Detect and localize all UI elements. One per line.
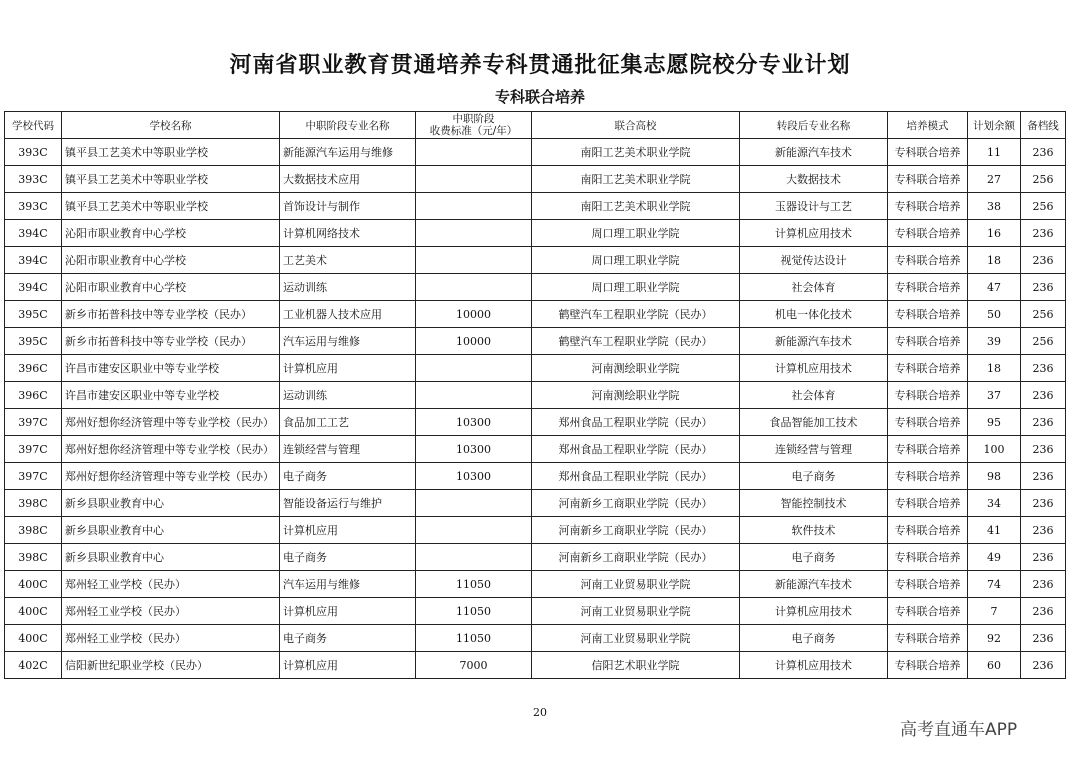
cell-school-name: 郑州轻工业学校（民办） bbox=[62, 571, 280, 598]
cell-school-code: 394C bbox=[5, 220, 62, 247]
table-row bbox=[5, 625, 1066, 652]
cell-secondary-major: 计算机应用 bbox=[280, 355, 416, 382]
cell-partner-college: 南阳工艺美术职业学院 bbox=[532, 193, 740, 220]
header-secondary-major: 中职阶段专业名称 bbox=[280, 112, 416, 139]
table-row bbox=[5, 409, 1066, 436]
cell-training-mode: 专科联合培养 bbox=[888, 301, 968, 328]
table-row bbox=[5, 571, 1066, 598]
cell-secondary-major: 新能源汽车运用与维修 bbox=[280, 139, 416, 166]
cell-filing-line: 256 bbox=[1021, 166, 1066, 193]
table-row bbox=[5, 463, 1066, 490]
cell-school-name: 郑州好想你经济管理中等专业学校（民办） bbox=[62, 436, 280, 463]
table-row bbox=[5, 517, 1066, 544]
table-body bbox=[5, 139, 1066, 679]
cell-secondary-major: 汽车运用与维修 bbox=[280, 328, 416, 355]
cell-plan-remaining: 74 bbox=[968, 571, 1021, 598]
cell-school-name: 沁阳市职业教育中心学校 bbox=[62, 247, 280, 274]
header-school-name: 学校名称 bbox=[62, 112, 280, 139]
cell-training-mode: 专科联合培养 bbox=[888, 652, 968, 679]
cell-plan-remaining: 34 bbox=[968, 490, 1021, 517]
cell-fee: 7000 bbox=[416, 652, 532, 679]
cell-partner-college: 河南工业贸易职业学院 bbox=[532, 625, 740, 652]
cell-filing-line: 236 bbox=[1021, 139, 1066, 166]
watermark: 高考直通车APP bbox=[900, 720, 1018, 740]
cell-partner-college: 鹤壁汽车工程职业学院（民办） bbox=[532, 301, 740, 328]
cell-training-mode: 专科联合培养 bbox=[888, 166, 968, 193]
cell-transfer-major: 玉器设计与工艺 bbox=[740, 193, 888, 220]
cell-fee: 10000 bbox=[416, 301, 532, 328]
cell-training-mode: 专科联合培养 bbox=[888, 355, 968, 382]
cell-filing-line: 236 bbox=[1021, 517, 1066, 544]
cell-plan-remaining: 41 bbox=[968, 517, 1021, 544]
cell-plan-remaining: 7 bbox=[968, 598, 1021, 625]
table-row bbox=[5, 247, 1066, 274]
cell-partner-college: 周口理工职业学院 bbox=[532, 220, 740, 247]
cell-transfer-major: 连锁经营与管理 bbox=[740, 436, 888, 463]
cell-school-code: 396C bbox=[5, 382, 62, 409]
cell-partner-college: 河南测绘职业学院 bbox=[532, 355, 740, 382]
cell-filing-line: 236 bbox=[1021, 274, 1066, 301]
cell-plan-remaining: 50 bbox=[968, 301, 1021, 328]
cell-plan-remaining: 27 bbox=[968, 166, 1021, 193]
cell-school-code: 400C bbox=[5, 625, 62, 652]
cell-transfer-major: 新能源汽车技术 bbox=[740, 571, 888, 598]
cell-plan-remaining: 100 bbox=[968, 436, 1021, 463]
cell-school-code: 394C bbox=[5, 274, 62, 301]
cell-secondary-major: 智能设备运行与维护 bbox=[280, 490, 416, 517]
cell-filing-line: 236 bbox=[1021, 490, 1066, 517]
cell-training-mode: 专科联合培养 bbox=[888, 139, 968, 166]
cell-training-mode: 专科联合培养 bbox=[888, 463, 968, 490]
cell-plan-remaining: 47 bbox=[968, 274, 1021, 301]
cell-transfer-major: 智能控制技术 bbox=[740, 490, 888, 517]
cell-secondary-major: 运动训练 bbox=[280, 382, 416, 409]
cell-school-name: 新乡市拓普科技中等专业学校（民办） bbox=[62, 301, 280, 328]
cell-fee: 10300 bbox=[416, 409, 532, 436]
cell-fee bbox=[416, 247, 532, 274]
cell-partner-college: 周口理工职业学院 bbox=[532, 274, 740, 301]
cell-school-code: 394C bbox=[5, 247, 62, 274]
cell-filing-line: 236 bbox=[1021, 355, 1066, 382]
table-row bbox=[5, 166, 1066, 193]
cell-fee: 11050 bbox=[416, 571, 532, 598]
cell-school-code: 398C bbox=[5, 490, 62, 517]
cell-transfer-major: 食品智能加工技术 bbox=[740, 409, 888, 436]
cell-school-code: 398C bbox=[5, 544, 62, 571]
cell-plan-remaining: 16 bbox=[968, 220, 1021, 247]
cell-transfer-major: 新能源汽车技术 bbox=[740, 139, 888, 166]
cell-school-name: 郑州好想你经济管理中等专业学校（民办） bbox=[62, 463, 280, 490]
table-row bbox=[5, 598, 1066, 625]
table-row bbox=[5, 382, 1066, 409]
cell-fee: 10300 bbox=[416, 436, 532, 463]
cell-plan-remaining: 18 bbox=[968, 355, 1021, 382]
cell-training-mode: 专科联合培养 bbox=[888, 328, 968, 355]
table-row bbox=[5, 139, 1066, 166]
cell-training-mode: 专科联合培养 bbox=[888, 544, 968, 571]
cell-school-code: 396C bbox=[5, 355, 62, 382]
cell-fee bbox=[416, 355, 532, 382]
cell-secondary-major: 计算机网络技术 bbox=[280, 220, 416, 247]
cell-training-mode: 专科联合培养 bbox=[888, 571, 968, 598]
header-partner-college: 联合高校 bbox=[532, 112, 740, 139]
cell-secondary-major: 连锁经营与管理 bbox=[280, 436, 416, 463]
cell-plan-remaining: 11 bbox=[968, 139, 1021, 166]
cell-school-name: 郑州轻工业学校（民办） bbox=[62, 598, 280, 625]
cell-training-mode: 专科联合培养 bbox=[888, 193, 968, 220]
cell-filing-line: 236 bbox=[1021, 544, 1066, 571]
cell-transfer-major: 电子商务 bbox=[740, 463, 888, 490]
cell-transfer-major: 电子商务 bbox=[740, 544, 888, 571]
cell-fee bbox=[416, 382, 532, 409]
cell-school-name: 信阳新世纪职业学校（民办） bbox=[62, 652, 280, 679]
cell-fee bbox=[416, 274, 532, 301]
page-subtitle: 专科联合培养 bbox=[494, 88, 585, 106]
cell-school-code: 393C bbox=[5, 139, 62, 166]
cell-transfer-major: 视觉传达设计 bbox=[740, 247, 888, 274]
cell-filing-line: 236 bbox=[1021, 598, 1066, 625]
cell-training-mode: 专科联合培养 bbox=[888, 517, 968, 544]
cell-transfer-major: 社会体育 bbox=[740, 382, 888, 409]
table-row bbox=[5, 328, 1066, 355]
table-row bbox=[5, 301, 1066, 328]
cell-filing-line: 236 bbox=[1021, 220, 1066, 247]
table-row bbox=[5, 436, 1066, 463]
cell-partner-college: 郑州食品工程职业学院（民办） bbox=[532, 409, 740, 436]
cell-filing-line: 236 bbox=[1021, 382, 1066, 409]
cell-plan-remaining: 98 bbox=[968, 463, 1021, 490]
cell-training-mode: 专科联合培养 bbox=[888, 436, 968, 463]
cell-partner-college: 河南工业贸易职业学院 bbox=[532, 571, 740, 598]
cell-filing-line: 256 bbox=[1021, 301, 1066, 328]
cell-school-name: 郑州好想你经济管理中等专业学校（民办） bbox=[62, 409, 280, 436]
cell-fee bbox=[416, 517, 532, 544]
plan-table bbox=[4, 111, 1066, 679]
cell-training-mode: 专科联合培养 bbox=[888, 490, 968, 517]
cell-school-code: 400C bbox=[5, 571, 62, 598]
cell-partner-college: 鹤壁汽车工程职业学院（民办） bbox=[532, 328, 740, 355]
cell-fee: 10300 bbox=[416, 463, 532, 490]
cell-training-mode: 专科联合培养 bbox=[888, 247, 968, 274]
cell-training-mode: 专科联合培养 bbox=[888, 409, 968, 436]
table-row bbox=[5, 355, 1066, 382]
cell-fee: 11050 bbox=[416, 625, 532, 652]
cell-school-code: 395C bbox=[5, 301, 62, 328]
cell-partner-college: 郑州食品工程职业学院（民办） bbox=[532, 436, 740, 463]
cell-filing-line: 236 bbox=[1021, 247, 1066, 274]
cell-partner-college: 南阳工艺美术职业学院 bbox=[532, 139, 740, 166]
cell-training-mode: 专科联合培养 bbox=[888, 382, 968, 409]
cell-partner-college: 南阳工艺美术职业学院 bbox=[532, 166, 740, 193]
cell-school-name: 镇平县工艺美术中等职业学校 bbox=[62, 166, 280, 193]
cell-school-code: 400C bbox=[5, 598, 62, 625]
cell-plan-remaining: 18 bbox=[968, 247, 1021, 274]
cell-transfer-major: 机电一体化技术 bbox=[740, 301, 888, 328]
cell-partner-college: 河南新乡工商职业学院（民办） bbox=[532, 544, 740, 571]
cell-plan-remaining: 49 bbox=[968, 544, 1021, 571]
cell-school-name: 许昌市建安区职业中等专业学校 bbox=[62, 382, 280, 409]
cell-filing-line: 236 bbox=[1021, 436, 1066, 463]
header-fee-line2: 收费标准（元/年） bbox=[429, 125, 518, 137]
cell-filing-line: 236 bbox=[1021, 463, 1066, 490]
table-row bbox=[5, 220, 1066, 247]
table-row bbox=[5, 544, 1066, 571]
cell-filing-line: 236 bbox=[1021, 571, 1066, 598]
cell-training-mode: 专科联合培养 bbox=[888, 274, 968, 301]
cell-secondary-major: 计算机应用 bbox=[280, 517, 416, 544]
cell-transfer-major: 计算机应用技术 bbox=[740, 355, 888, 382]
cell-partner-college: 郑州食品工程职业学院（民办） bbox=[532, 463, 740, 490]
cell-training-mode: 专科联合培养 bbox=[888, 625, 968, 652]
cell-school-name: 郑州轻工业学校（民办） bbox=[62, 625, 280, 652]
cell-school-name: 沁阳市职业教育中心学校 bbox=[62, 274, 280, 301]
cell-filing-line: 256 bbox=[1021, 193, 1066, 220]
cell-school-code: 398C bbox=[5, 517, 62, 544]
cell-filing-line: 236 bbox=[1021, 625, 1066, 652]
cell-transfer-major: 软件技术 bbox=[740, 517, 888, 544]
cell-plan-remaining: 95 bbox=[968, 409, 1021, 436]
cell-school-name: 镇平县工艺美术中等职业学校 bbox=[62, 193, 280, 220]
header-fee bbox=[416, 112, 532, 139]
table-row bbox=[5, 652, 1066, 679]
cell-secondary-major: 电子商务 bbox=[280, 544, 416, 571]
header-school-code: 学校代码 bbox=[5, 112, 62, 139]
table-row bbox=[5, 274, 1066, 301]
cell-fee bbox=[416, 490, 532, 517]
cell-school-code: 397C bbox=[5, 409, 62, 436]
cell-transfer-major: 大数据技术 bbox=[740, 166, 888, 193]
cell-secondary-major: 首饰设计与制作 bbox=[280, 193, 416, 220]
cell-school-code: 397C bbox=[5, 436, 62, 463]
cell-partner-college: 河南新乡工商职业学院（民办） bbox=[532, 517, 740, 544]
cell-school-name: 许昌市建安区职业中等专业学校 bbox=[62, 355, 280, 382]
cell-secondary-major: 工艺美术 bbox=[280, 247, 416, 274]
cell-secondary-major: 大数据技术应用 bbox=[280, 166, 416, 193]
cell-transfer-major: 电子商务 bbox=[740, 625, 888, 652]
cell-fee: 10000 bbox=[416, 328, 532, 355]
cell-training-mode: 专科联合培养 bbox=[888, 220, 968, 247]
cell-training-mode: 专科联合培养 bbox=[888, 598, 968, 625]
cell-secondary-major: 工业机器人技术应用 bbox=[280, 301, 416, 328]
cell-transfer-major: 新能源汽车技术 bbox=[740, 328, 888, 355]
page-number: 20 bbox=[533, 706, 547, 719]
cell-secondary-major: 电子商务 bbox=[280, 625, 416, 652]
cell-partner-college: 河南测绘职业学院 bbox=[532, 382, 740, 409]
cell-transfer-major: 计算机应用技术 bbox=[740, 598, 888, 625]
cell-secondary-major: 汽车运用与维修 bbox=[280, 571, 416, 598]
cell-school-name: 新乡县职业教育中心 bbox=[62, 517, 280, 544]
cell-partner-college: 河南新乡工商职业学院（民办） bbox=[532, 490, 740, 517]
header-training-mode: 培养模式 bbox=[888, 112, 968, 139]
cell-fee bbox=[416, 139, 532, 166]
table-row bbox=[5, 490, 1066, 517]
cell-school-name: 新乡市拓普科技中等专业学校（民办） bbox=[62, 328, 280, 355]
cell-fee bbox=[416, 193, 532, 220]
cell-filing-line: 236 bbox=[1021, 652, 1066, 679]
cell-secondary-major: 食品加工工艺 bbox=[280, 409, 416, 436]
header-transfer-major: 转段后专业名称 bbox=[740, 112, 888, 139]
table-header-row bbox=[5, 112, 1066, 139]
cell-fee bbox=[416, 220, 532, 247]
cell-filing-line: 236 bbox=[1021, 409, 1066, 436]
cell-transfer-major: 计算机应用技术 bbox=[740, 652, 888, 679]
cell-school-name: 新乡县职业教育中心 bbox=[62, 490, 280, 517]
cell-plan-remaining: 38 bbox=[968, 193, 1021, 220]
cell-fee bbox=[416, 166, 532, 193]
cell-school-code: 393C bbox=[5, 166, 62, 193]
cell-transfer-major: 计算机应用技术 bbox=[740, 220, 888, 247]
header-plan-remaining: 计划余额 bbox=[968, 112, 1021, 139]
cell-secondary-major: 计算机应用 bbox=[280, 652, 416, 679]
cell-secondary-major: 电子商务 bbox=[280, 463, 416, 490]
cell-fee bbox=[416, 544, 532, 571]
cell-school-name: 沁阳市职业教育中心学校 bbox=[62, 220, 280, 247]
cell-school-name: 镇平县工艺美术中等职业学校 bbox=[62, 139, 280, 166]
cell-fee: 11050 bbox=[416, 598, 532, 625]
cell-school-code: 393C bbox=[5, 193, 62, 220]
cell-plan-remaining: 39 bbox=[968, 328, 1021, 355]
cell-plan-remaining: 92 bbox=[968, 625, 1021, 652]
header-filing-line: 备档线 bbox=[1021, 112, 1066, 139]
cell-partner-college: 信阳艺术职业学院 bbox=[532, 652, 740, 679]
cell-secondary-major: 运动训练 bbox=[280, 274, 416, 301]
cell-school-code: 397C bbox=[5, 463, 62, 490]
cell-transfer-major: 社会体育 bbox=[740, 274, 888, 301]
table-row bbox=[5, 193, 1066, 220]
cell-school-code: 402C bbox=[5, 652, 62, 679]
cell-partner-college: 河南工业贸易职业学院 bbox=[532, 598, 740, 625]
cell-school-name: 新乡县职业教育中心 bbox=[62, 544, 280, 571]
cell-plan-remaining: 60 bbox=[968, 652, 1021, 679]
cell-plan-remaining: 37 bbox=[968, 382, 1021, 409]
cell-school-code: 395C bbox=[5, 328, 62, 355]
cell-partner-college: 周口理工职业学院 bbox=[532, 247, 740, 274]
cell-filing-line: 256 bbox=[1021, 328, 1066, 355]
page-title: 河南省职业教育贯通培养专科贯通批征集志愿院校分专业计划 bbox=[229, 53, 851, 78]
cell-secondary-major: 计算机应用 bbox=[280, 598, 416, 625]
header-fee-line1: 中职阶段 bbox=[452, 113, 495, 125]
